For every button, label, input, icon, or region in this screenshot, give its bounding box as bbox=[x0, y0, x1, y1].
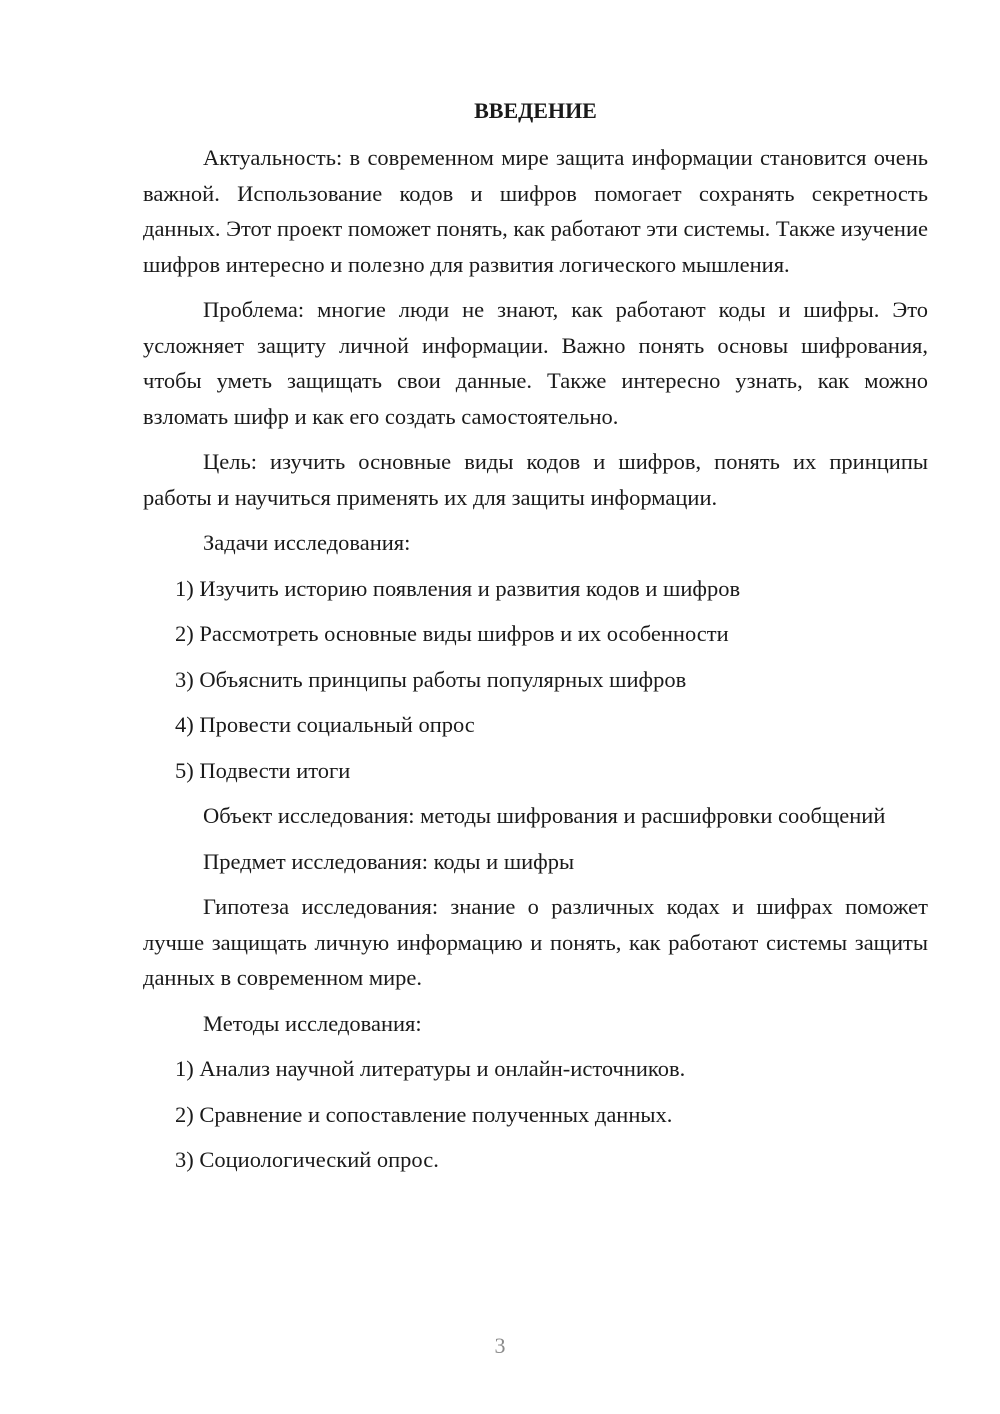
problem-paragraph: Проблема: многие люди не знают, как работают коды и шифры. Это усложняет защиту личной информации. Важно понять основы шифрования, чтобы уметь защищать свои данные. Также интересно узнать, как можно взломать шифр и как его создать самостоятельно. bbox=[143, 297, 928, 429]
goal-paragraph: Цель: изучить основные виды кодов и шифров, понять их принципы работы и научиться применять их для защиты информации. bbox=[143, 449, 928, 510]
object-paragraph: Объект исследования: методы шифрования и расшифровки сообщений bbox=[203, 803, 886, 828]
relevance-paragraph: Актуальность: в современном мире защита информации становится очень важной. Использование кодов и шифров помогает сохранять секретность данных. Этот проект поможет понять, как работают эти системы. Также изучение шифров интересно и полезно для развития логического мышления. bbox=[143, 145, 928, 277]
hypothesis-paragraph: Гипотеза исследования: знание о различных кодах и шифрах поможет лучше защищать личную информацию и понять, как работают системы защиты данных в современном мире. bbox=[143, 894, 928, 990]
page-number: 3 bbox=[494, 1333, 506, 1358]
list-item: 1) Изучить историю появления и развития кодов и шифров bbox=[175, 575, 741, 601]
page-title: ВВЕДЕНИЕ bbox=[474, 98, 597, 123]
tasks-list bbox=[143, 571, 928, 789]
methods-heading: Методы исследования: bbox=[203, 1010, 422, 1036]
list-item: 3) Объяснить принципы работы популярных шифров bbox=[175, 666, 687, 692]
list-item: 1) Анализ научной литературы и онлайн-источников. bbox=[175, 1056, 686, 1081]
list-item: 2) Сравнение и сопоставление полученных данных. bbox=[175, 1101, 673, 1127]
tasks-heading: Задачи исследования: bbox=[203, 530, 411, 555]
subject-paragraph: Предмет исследования: коды и шифры bbox=[203, 848, 575, 874]
list-item: 2) Рассмотреть основные виды шифров и их особенности bbox=[175, 621, 729, 646]
list-item: 4) Провести социальный опрос bbox=[175, 712, 475, 737]
list-item: 5) Подвести итоги bbox=[175, 757, 351, 783]
methods-list bbox=[143, 1051, 928, 1178]
list-item: 3) Социологический опрос. bbox=[175, 1147, 439, 1172]
document-page bbox=[143, 96, 928, 1188]
